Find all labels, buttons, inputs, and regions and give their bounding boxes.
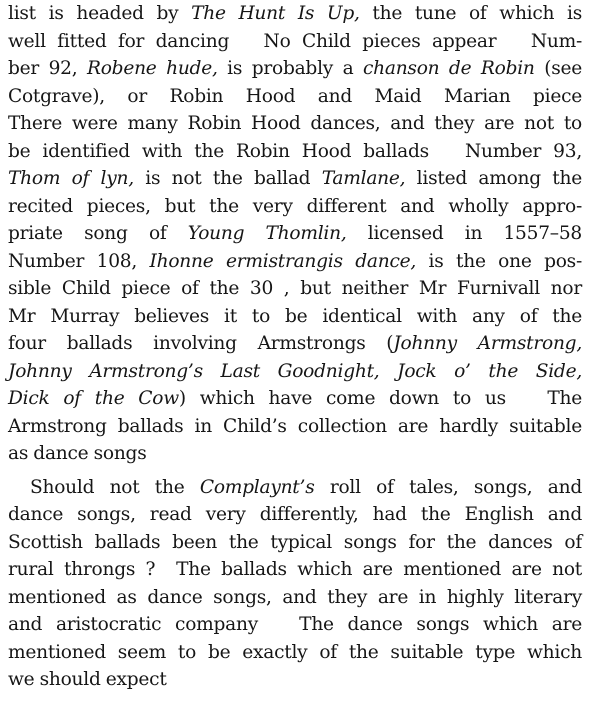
text-run: four ballads involving Armstrongs ( <box>8 333 394 354</box>
text-run: list is headed by <box>8 3 192 24</box>
text-run: is the one pos- <box>416 250 582 272</box>
text-line <box>8 248 582 276</box>
text-run: as dance songs <box>8 443 147 464</box>
text-line <box>8 385 582 413</box>
text-line <box>8 330 582 358</box>
document-text-body <box>8 0 582 694</box>
text-run: recited pieces, but the very different and wholly appro- <box>8 195 582 217</box>
text-run: and aristocratic company The dance songs which are <box>8 614 582 635</box>
text-line <box>8 83 582 111</box>
italic-title: Dick of the Cow <box>8 388 179 409</box>
text-run: Armstrong ballads in Child’s collection are hardly suitable <box>8 415 582 437</box>
paragraph <box>8 0 582 468</box>
italic-title: chanson de Robin <box>362 58 535 79</box>
text-run: Scottish ballads been the typical songs for the dances of <box>8 531 582 553</box>
text-line <box>8 138 582 166</box>
italic-title: Young Thomlin, <box>187 223 347 244</box>
text-line <box>8 0 582 28</box>
text-run: Number 108, <box>8 250 150 272</box>
text-line <box>8 501 582 529</box>
text-line <box>8 220 582 248</box>
italic-title: Ihonne ermistrangis dance, <box>149 250 417 272</box>
text-run: There were many Robin Hood dances, and they are not to <box>8 113 582 134</box>
text-line <box>8 611 582 639</box>
text-line <box>8 413 582 441</box>
text-line <box>8 440 582 468</box>
text-run: (see <box>534 58 583 79</box>
italic-title: Johnny Armstrong’s Last Goodnight, Jock o’ the Side, <box>8 360 582 382</box>
text-run: Mr Murray believes it to be identical with any of the <box>8 305 582 327</box>
text-run: Should not the <box>30 476 200 498</box>
italic-title: Johnny Armstrong, <box>393 333 582 354</box>
text-run: well fitted for dancing No Child pieces appear Num- <box>8 30 582 52</box>
text-line <box>8 556 582 584</box>
text-run: ber 92, <box>8 58 87 79</box>
text-line <box>8 275 582 303</box>
text-run: is probably a <box>217 58 363 79</box>
text-run: rural throngs ? The ballads which are mentioned are not <box>8 559 582 580</box>
text-run: licensed in 1557–58 <box>346 223 582 244</box>
text-run: we should expect <box>8 669 167 690</box>
text-line <box>8 529 582 557</box>
text-run: mentioned seem to be exactly of the suitable type which <box>8 641 582 663</box>
italic-title: Thom of lyn, <box>8 168 134 189</box>
text-line <box>8 584 582 612</box>
text-line <box>8 358 582 386</box>
italic-title: The Hunt Is Up, <box>191 3 360 24</box>
italic-title: Complaynt’s <box>199 476 315 498</box>
text-line <box>8 110 582 138</box>
text-run: listed among the <box>405 168 582 189</box>
text-line <box>8 303 582 331</box>
text-run: priate song of <box>8 223 188 244</box>
text-line <box>8 55 582 83</box>
text-run: mentioned as dance songs, and they are in highly literary <box>8 586 582 608</box>
text-line <box>8 474 582 502</box>
text-run: ) which have come down to us The <box>178 388 582 409</box>
text-run: dance songs, read very differently, had the English and <box>8 504 582 525</box>
text-run: is not the ballad <box>133 168 322 189</box>
text-run: be identified with the Robin Hood ballads Number 93, <box>8 140 582 162</box>
italic-title: Robene hude, <box>86 58 218 79</box>
paragraph <box>8 474 582 694</box>
document-page <box>8 0 582 694</box>
italic-title: Tamlane, <box>321 168 406 189</box>
text-run: the tune of which is <box>359 3 582 24</box>
text-line <box>8 193 582 221</box>
text-line <box>8 28 582 56</box>
text-line <box>8 639 582 667</box>
text-run: roll of tales, songs, and <box>314 476 582 498</box>
text-run: Cotgrave), or Robin Hood and Maid Marian piece <box>8 85 582 107</box>
text-run: sible Child piece of the 30 , but neither Mr Furnivall nor <box>8 278 582 299</box>
text-line <box>8 666 582 694</box>
text-line <box>8 165 582 193</box>
